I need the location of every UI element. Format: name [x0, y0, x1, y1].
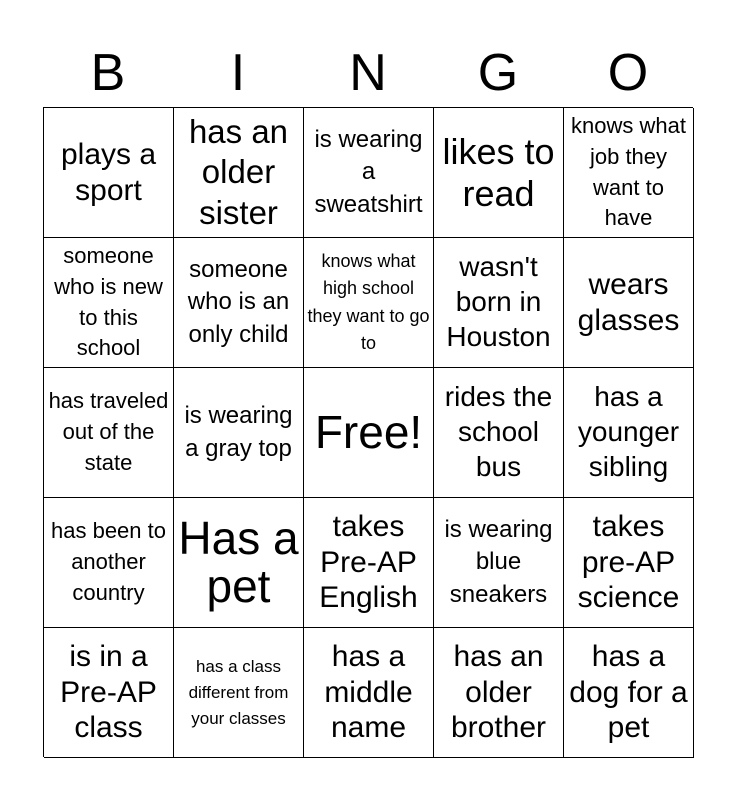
- bingo-board: [43, 107, 693, 757]
- bingo-cell-r3-c3-free[interactable]: [304, 368, 434, 498]
- bingo-cell-r1-c2[interactable]: [174, 108, 304, 238]
- bingo-cell-r3-c4[interactable]: [434, 368, 564, 498]
- cell-text: has an older sister: [188, 113, 289, 231]
- bingo-cell-r2-c3[interactable]: [304, 238, 434, 368]
- cell-text: likes to read: [442, 130, 555, 214]
- cell-text: is wearing blue sneakers: [444, 515, 553, 608]
- bingo-cell-r1-c5[interactable]: [564, 108, 694, 238]
- bingo-cell-r3-c1[interactable]: [44, 368, 174, 498]
- bingo-cell-r5-c3[interactable]: [304, 628, 434, 758]
- bingo-cell-r4-c1[interactable]: [44, 498, 174, 628]
- cell-text: takes pre-AP science: [577, 510, 680, 615]
- bingo-cell-r5-c4[interactable]: [434, 628, 564, 758]
- bingo-header: [43, 40, 693, 106]
- cell-text: has an older brother: [450, 640, 547, 745]
- bingo-cell-r5-c2[interactable]: [174, 628, 304, 758]
- bingo-cell-r2-c2[interactable]: [174, 238, 304, 368]
- cell-text: has a middle name: [324, 640, 413, 745]
- cell-text: Free!: [314, 405, 423, 458]
- bingo-cell-r4-c3[interactable]: [304, 498, 434, 628]
- cell-text: has been to another country: [51, 518, 166, 605]
- bingo-cell-r3-c2[interactable]: [174, 368, 304, 498]
- cell-text: has traveled out of the state: [48, 388, 169, 475]
- bingo-cell-r1-c4[interactable]: [434, 108, 564, 238]
- cell-text: knows what high school they want to go to: [307, 250, 430, 353]
- bingo-cell-r1-c1[interactable]: [44, 108, 174, 238]
- bingo-cell-r4-c2[interactable]: [174, 498, 304, 628]
- header-letter-b: B: [90, 44, 126, 102]
- bingo-cell-r3-c5[interactable]: [564, 368, 694, 498]
- cell-text: knows what job they want to have: [571, 112, 686, 231]
- bingo-cell-r1-c3[interactable]: [304, 108, 434, 238]
- cell-text: someone who is an only child: [187, 255, 290, 348]
- header-letter-o: O: [607, 44, 649, 102]
- cell-text: has a dog for a pet: [569, 640, 688, 745]
- bingo-cell-r2-c4[interactable]: [434, 238, 564, 368]
- cell-text: has a younger sibling: [577, 381, 680, 482]
- header-letter-g: G: [477, 44, 519, 102]
- cell-text: wasn't born in Houston: [446, 251, 551, 352]
- cell-text: takes Pre-AP English: [319, 510, 418, 615]
- bingo-cell-r5-c1[interactable]: [44, 628, 174, 758]
- bingo-cell-r2-c5[interactable]: [564, 238, 694, 368]
- bingo-cell-r2-c1[interactable]: [44, 238, 174, 368]
- bingo-cell-r4-c4[interactable]: [434, 498, 564, 628]
- header-letter-n: N: [349, 44, 387, 102]
- cell-text: is wearing a gray top: [184, 401, 293, 462]
- cell-text: Has a pet: [178, 512, 299, 612]
- bingo-cell-r5-c5[interactable]: [564, 628, 694, 758]
- header-letter-i: I: [230, 44, 246, 102]
- cell-text: someone who is new to this school: [54, 242, 163, 361]
- cell-text: is wearing a sweatshirt: [314, 125, 423, 218]
- cell-text: is in a Pre-AP class: [60, 640, 157, 745]
- bingo-cell-r4-c5[interactable]: [564, 498, 694, 628]
- cell-text: has a class different from your classes: [188, 656, 289, 728]
- cell-text: wears glasses: [577, 268, 680, 337]
- cell-text: rides the school bus: [444, 381, 553, 482]
- cell-text: plays a sport: [60, 138, 157, 207]
